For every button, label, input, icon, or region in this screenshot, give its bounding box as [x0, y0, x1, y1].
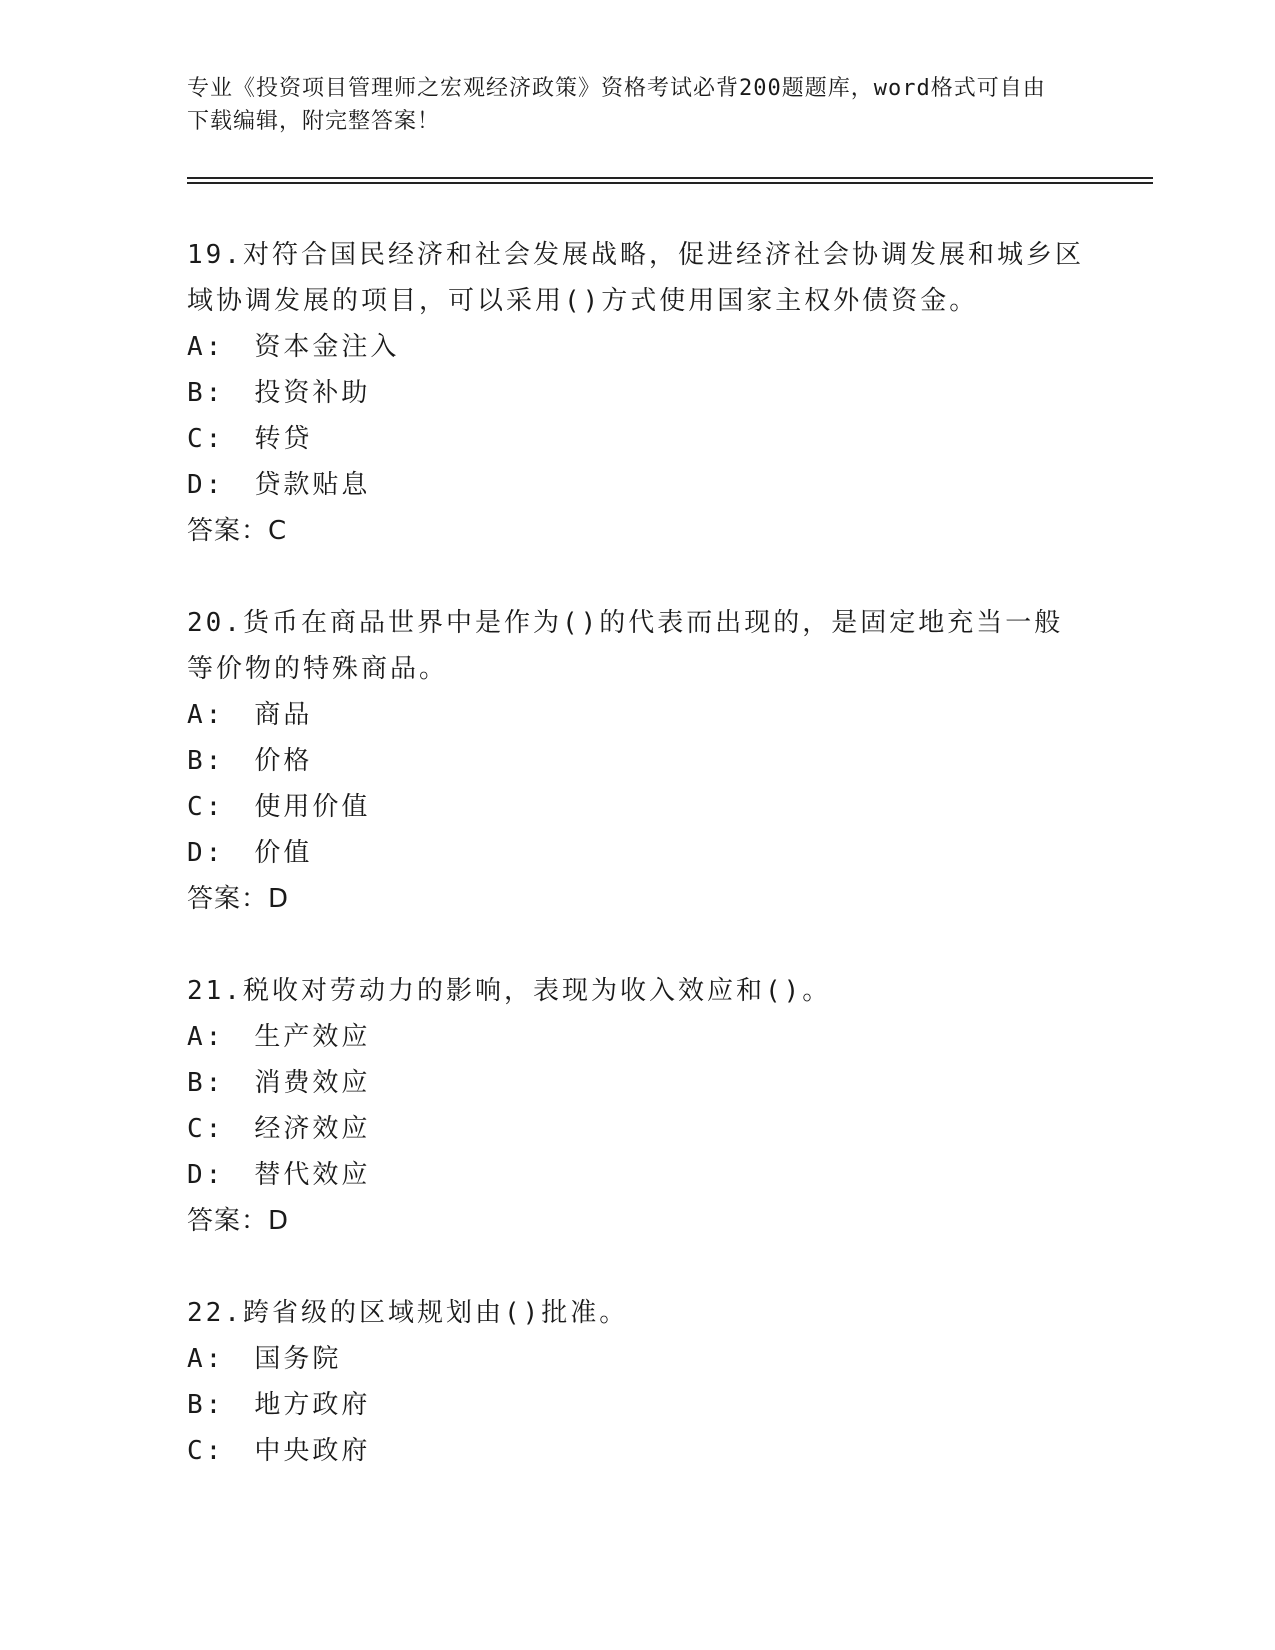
option-c — [187, 784, 1087, 830]
option-text: 消费效应 — [254, 1068, 371, 1098]
question-19 — [187, 232, 1087, 554]
header-rule-top — [187, 177, 1153, 179]
option-text: 使用价值 — [254, 792, 371, 822]
option-text: 替代效应 — [254, 1160, 371, 1190]
option-letter: C: — [187, 1436, 225, 1466]
option-text: 贷款贴息 — [254, 470, 371, 500]
option-letter: D: — [187, 838, 225, 868]
option-text: 中央政府 — [254, 1436, 371, 1466]
option-c — [187, 416, 1087, 462]
option-a — [187, 324, 1087, 370]
option-letter: B: — [187, 746, 225, 776]
option-a — [187, 692, 1087, 738]
option-text: 价格 — [254, 746, 313, 776]
option-c — [187, 1428, 1087, 1474]
option-b — [187, 1382, 1087, 1428]
document-header: 专业《投资项目管理师之宏观经济政策》资格考试必背200题题库，word格式可自由下载编辑，附完整答案！ — [187, 76, 1046, 134]
question-stem: 19.对符合国民经济和社会发展战略，促进经济社会协调发展和城乡区域协调发展的项目，可以采用()方式使用国家主权外债资金。 — [187, 240, 1084, 316]
option-letter: B: — [187, 378, 225, 408]
option-letter: A: — [187, 1344, 225, 1374]
option-a — [187, 1336, 1087, 1382]
option-d — [187, 462, 1087, 508]
question-22 — [187, 1290, 1087, 1474]
question-list — [187, 232, 1087, 1520]
option-text: 投资补助 — [254, 378, 371, 408]
option-d — [187, 830, 1087, 876]
answer-line: 答案：D — [187, 1206, 290, 1236]
option-text: 资本金注入 — [254, 332, 400, 362]
option-letter: B: — [187, 1390, 225, 1420]
option-text: 国务院 — [254, 1344, 342, 1374]
question-20 — [187, 600, 1087, 922]
option-letter: B: — [187, 1068, 225, 1098]
answer-line: 答案：D — [187, 884, 290, 914]
option-letter: A: — [187, 332, 225, 362]
question-stem: 20.货币在商品世界中是作为()的代表而出现的，是固定地充当一般等价物的特殊商品。 — [187, 608, 1064, 684]
option-text: 价值 — [254, 838, 313, 868]
option-b — [187, 370, 1087, 416]
option-letter: D: — [187, 1160, 225, 1190]
option-letter: D: — [187, 470, 225, 500]
option-b — [187, 1060, 1087, 1106]
option-a — [187, 1014, 1087, 1060]
option-letter: C: — [187, 1114, 225, 1144]
question-21 — [187, 968, 1087, 1244]
option-letter: A: — [187, 700, 225, 730]
question-stem: 21.税收对劳动力的影响，表现为收入效应和()。 — [187, 976, 832, 1006]
header-rule-bottom — [187, 182, 1153, 184]
option-text: 转贷 — [254, 424, 313, 454]
answer-line: 答案：C — [187, 516, 288, 546]
option-d — [187, 1152, 1087, 1198]
option-b — [187, 738, 1087, 784]
option-c — [187, 1106, 1087, 1152]
option-text: 商品 — [254, 700, 313, 730]
option-text: 生产效应 — [254, 1022, 371, 1052]
option-letter: C: — [187, 792, 225, 822]
option-text: 经济效应 — [254, 1114, 371, 1144]
option-letter: A: — [187, 1022, 225, 1052]
question-stem: 22.跨省级的区域规划由()批准。 — [187, 1298, 629, 1328]
option-text: 地方政府 — [254, 1390, 371, 1420]
option-letter: C: — [187, 424, 225, 454]
